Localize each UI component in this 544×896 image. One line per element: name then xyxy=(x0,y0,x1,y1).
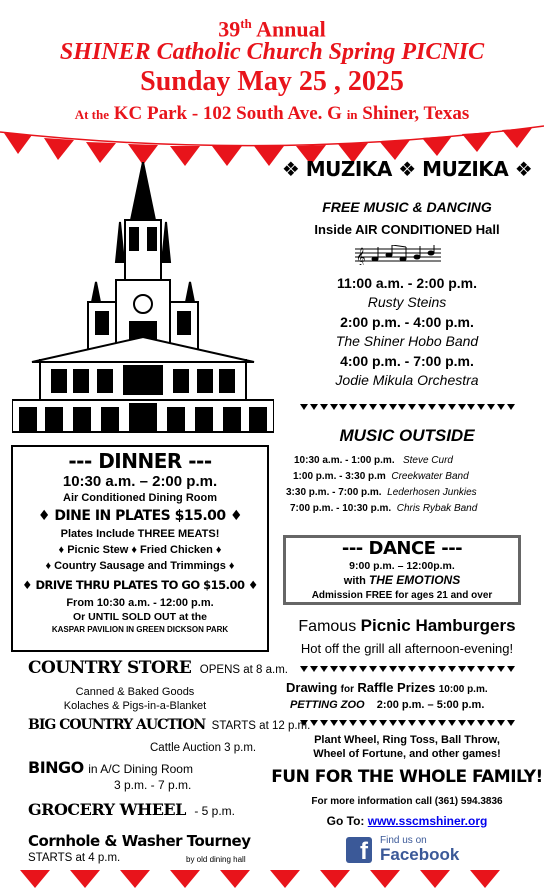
outside-time-1: 10:30 a.m. - 1:00 p.m. xyxy=(294,455,395,466)
inside-time-1: 11:00 a.m. - 2:00 p.m. xyxy=(336,275,478,291)
divider-row-3 xyxy=(300,720,515,728)
cornhole-starts: STARTS at 4 p.m. xyxy=(28,852,121,864)
cornhole-where: by old dining hall xyxy=(186,855,246,864)
auction-line xyxy=(28,716,311,734)
outside-row-4 xyxy=(290,503,540,514)
church-illustration xyxy=(12,162,274,434)
menu-items-2: ♦ Country Sausage and Trimmings ♦ xyxy=(45,560,235,572)
until-sold-out: Or UNTIL SOLD OUT at the xyxy=(73,611,207,623)
bingo-line xyxy=(28,758,278,778)
goto-label: Go To: xyxy=(326,814,365,828)
dance-with: with xyxy=(343,575,366,587)
facebook-find-text: Find us on xyxy=(380,835,427,846)
menu-items-1: ♦ Picnic Stew ♦ Fried Chicken ♦ xyxy=(58,544,222,556)
facebook-name: Facebook xyxy=(380,845,460,864)
dance-heading: --- DANCE --- xyxy=(341,538,463,559)
hot-off-grill: Hot off the grill all afternoon-evening! xyxy=(300,641,514,656)
grocery-line xyxy=(28,800,278,820)
inside-band-2: The Shiner Hobo Band xyxy=(335,333,479,349)
cattle-auction: Cattle Auction 3 p.m. xyxy=(150,742,257,754)
edition-word: Annual xyxy=(256,16,326,42)
inside-time-2: 2:00 p.m. - 4:00 p.m. xyxy=(340,314,474,330)
grocery-time: - 5 p.m. xyxy=(194,804,235,818)
hamburgers-line xyxy=(270,616,544,637)
bingo-time: 3 p.m. - 7 p.m. xyxy=(114,778,192,792)
facebook-badge[interactable] xyxy=(346,835,458,867)
free-music-line: FREE MUSIC & DANCING xyxy=(322,199,492,215)
raffle-line xyxy=(286,680,544,695)
raffle-time: 10:00 p.m. xyxy=(438,684,488,695)
dance-with-line xyxy=(286,573,518,589)
picnic-title: SHINER Catholic Church Spring PICNIC xyxy=(59,39,485,65)
outside-band-2: Creekwater Band xyxy=(391,471,469,482)
dance-admission: Admission FREE for ages 21 and over xyxy=(311,590,493,601)
divider-row-1 xyxy=(300,404,515,412)
drive-thru-time: From 10:30 a.m. - 12:00 p.m. xyxy=(66,597,214,609)
dinner-time: 10:30 a.m. – 2:00 p.m. xyxy=(62,473,218,490)
outside-row-1 xyxy=(294,455,544,466)
games-line-1: Plant Wheel, Ring Toss, Ball Throw, xyxy=(314,734,500,746)
store-items-1: Canned & Baked Goods xyxy=(75,686,195,698)
edition-line xyxy=(0,12,544,41)
drive-thru-price: ♦ DRIVE THRU PLATES TO GO $15.00 ♦ xyxy=(22,578,258,592)
outside-band-3: Lederhosen Junkies xyxy=(387,487,477,498)
plates-include: Plates Include THREE MEATS! xyxy=(60,528,220,540)
inside-band-3: Jodie Mikula Orchestra xyxy=(335,372,479,388)
svg-text:𝄞: 𝄞 xyxy=(356,247,366,265)
inside-time-3: 4:00 p.m. - 7:00 p.m. xyxy=(340,353,474,369)
bingo-where: in A/C Dining Room xyxy=(88,762,193,776)
drawing-for: for xyxy=(340,684,354,695)
divider-row-2 xyxy=(300,666,515,674)
outside-row-3 xyxy=(286,487,536,498)
facebook-icon: f xyxy=(346,837,372,863)
location-at: At the xyxy=(74,107,109,122)
petting-zoo-label: PETTING ZOO xyxy=(290,699,365,711)
grocery-title: GROCERY WHEEL xyxy=(28,800,186,819)
location-in: in xyxy=(346,107,358,122)
inside-hall-line: Inside AIR CONDITIONED Hall xyxy=(314,222,500,237)
outside-time-3: 3:30 p.m. - 7:00 p.m. xyxy=(286,487,382,498)
inside-band-1: Rusty Steins xyxy=(367,294,447,310)
pennant-banner-bottom xyxy=(0,866,544,896)
store-items-2: Kolaches & Pigs-in-a-Blanket xyxy=(63,700,207,712)
outside-band-1: Steve Curd xyxy=(402,455,453,466)
country-store-title: COUNTRY STORE xyxy=(28,658,192,678)
bingo-title: BINGO xyxy=(28,758,84,777)
petting-zoo-line xyxy=(290,699,544,711)
outside-row-2 xyxy=(293,471,543,482)
edition-suffix: th xyxy=(240,16,252,31)
info-call: For more information call (361) 594.3836 xyxy=(311,796,503,807)
dinner-room: Air Conditioned Dining Room xyxy=(63,492,217,504)
fun-whole-family: FUN FOR THE WHOLE FAMILY! xyxy=(271,767,543,787)
hamburgers-name: Picnic Hamburgers xyxy=(360,616,516,635)
dinner-box xyxy=(11,445,269,652)
country-store-opens: OPENS at 8 a.m. xyxy=(199,664,288,676)
famous-word: Famous xyxy=(298,618,357,635)
kaspar-pavilion: KASPAR PAVILION IN GREEN DICKSON PARK xyxy=(51,625,229,634)
auction-title: BIG COUNTRY AUCTION xyxy=(28,717,206,733)
outside-time-2: 1:00 p.m. - 3:30 p.m xyxy=(293,471,386,482)
dine-in-price: ♦ DINE IN PLATES $15.00 ♦ xyxy=(37,508,243,524)
edition-number: 39 xyxy=(218,16,241,42)
dinner-heading: --- DINNER --- xyxy=(68,449,212,473)
dance-time: 9:00 p.m. – 12:00p.m. xyxy=(349,560,455,572)
games-line-2: Wheel of Fortune, and other games! xyxy=(313,748,501,760)
muzika-heading: ❖ MUZIKA ❖ MUZIKA ❖ xyxy=(281,157,533,181)
picnic-date: Sunday May 25 , 2025 xyxy=(140,66,404,97)
country-store-line xyxy=(28,658,288,678)
goto-line xyxy=(270,814,544,828)
outside-time-4: 7:00 p.m. - 10:30 p.m. xyxy=(290,503,392,514)
petting-zoo-time: 2:00 p.m. – 5:00 p.m. xyxy=(376,699,485,711)
drawing-word: Drawing xyxy=(286,680,338,695)
raffle-prizes: Raffle Prizes xyxy=(357,680,436,695)
location-city: Shiner, Texas xyxy=(362,103,470,124)
music-outside-heading: MUSIC OUTSIDE xyxy=(339,426,475,445)
outside-band-4: Chris Rybak Band xyxy=(396,503,478,514)
dance-box xyxy=(283,535,521,605)
auction-starts: STARTS at 12 p.m. xyxy=(211,720,311,732)
website-link[interactable]: www.sscmshiner.org xyxy=(367,814,488,828)
cornhole-title: Cornhole & Washer Tourney xyxy=(28,832,251,850)
music-notes-icon xyxy=(355,245,441,265)
dance-band: THE EMOTIONS xyxy=(368,573,461,587)
location-place: KC Park - 102 South Ave. G xyxy=(113,103,342,124)
